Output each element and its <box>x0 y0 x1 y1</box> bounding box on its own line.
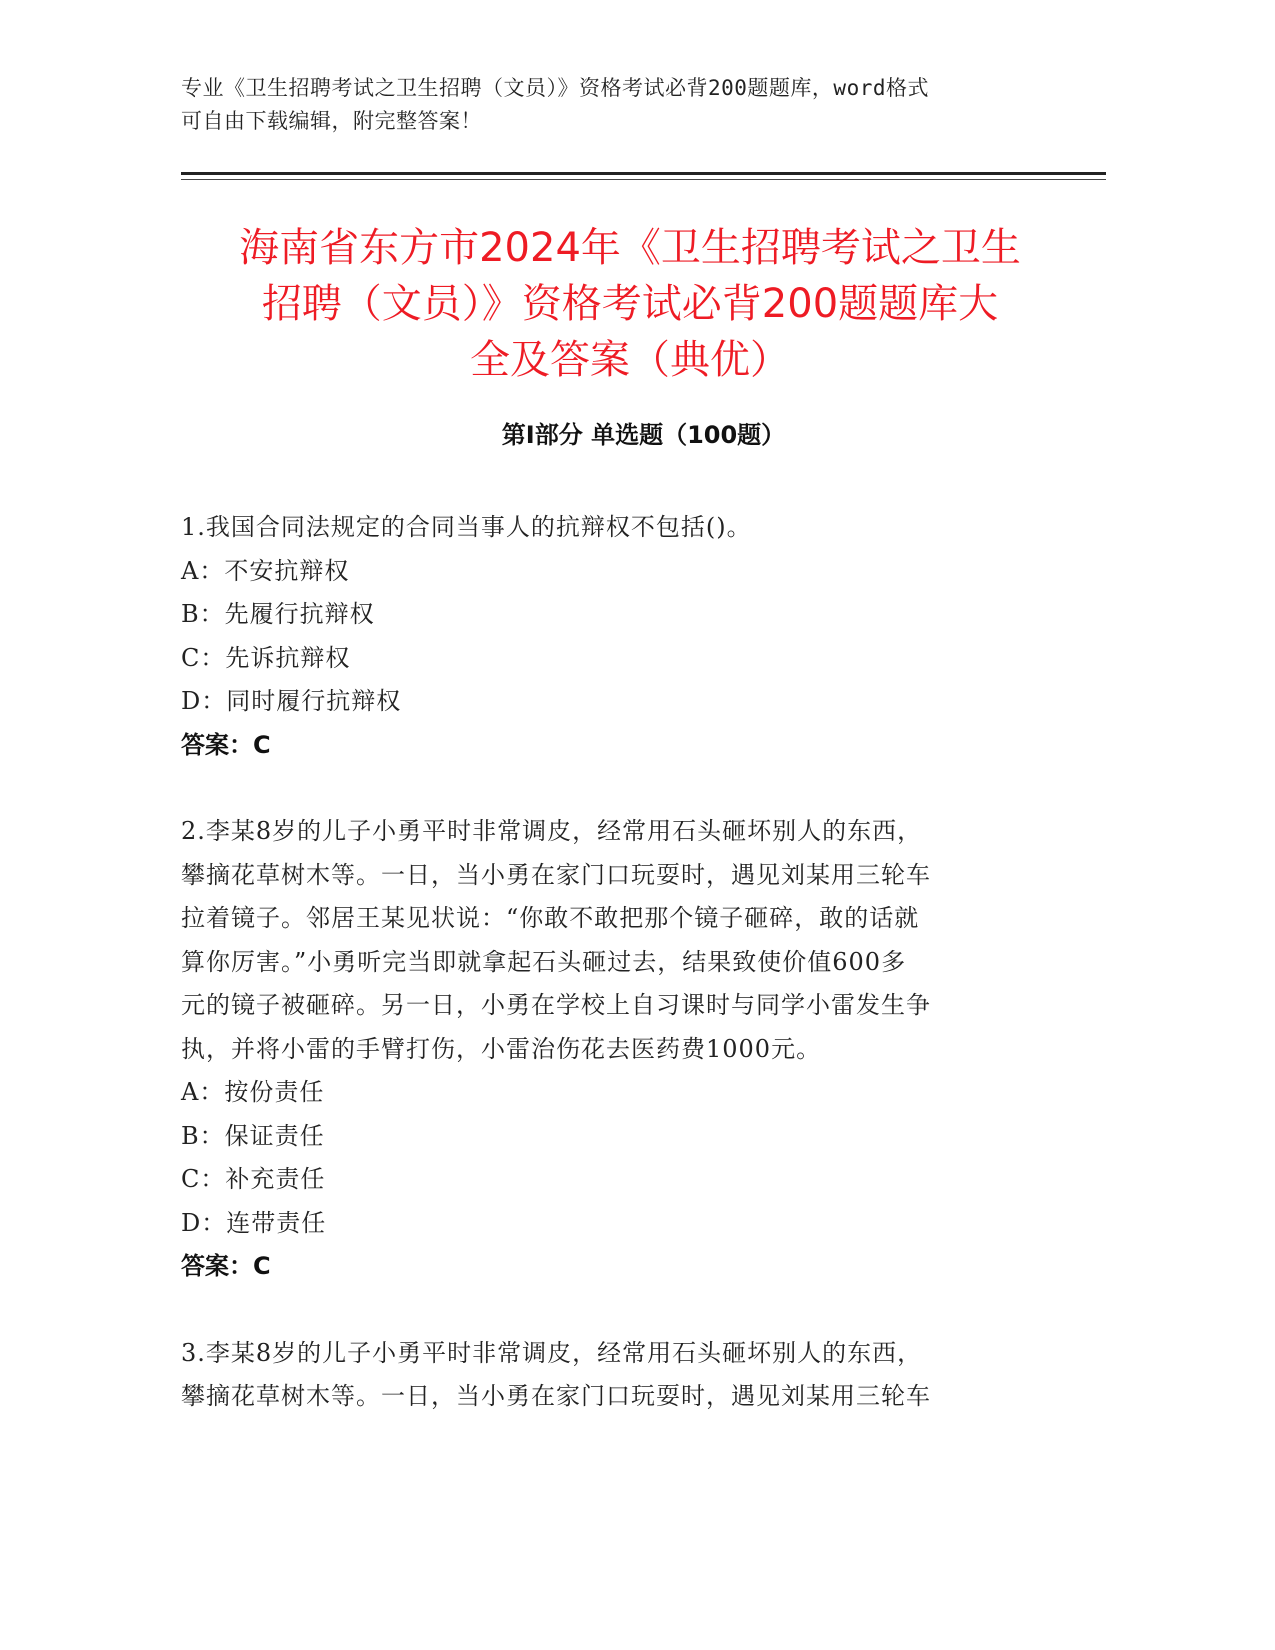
document-title-line: 全及答案（典优） <box>470 337 790 383</box>
question-stem-line: 元的镜子被砸碎。另一日，小勇在学校上自习课时与同学小雷发生争 <box>181 991 931 1019</box>
question-answer: 答案：C <box>181 730 271 759</box>
header-note-line: 专业《卫生招聘考试之卫生招聘（文员）》资格考试必背200题题库，word格式 <box>181 76 929 100</box>
question-stem-line: 算你厉害。”小勇听完当即就拿起石头砸过去，结果致使价值600多 <box>181 947 907 976</box>
header-divider-thick <box>181 172 1106 175</box>
question-stem-line: 3.李某8岁的儿子小勇平时非常调皮，经常用石头砸坏别人的东西， <box>181 1338 923 1367</box>
question-option: C：补充责任 <box>181 1165 326 1193</box>
header-divider-thin <box>181 179 1106 180</box>
question-list <box>181 506 1021 1462</box>
question-stem-line: 2.李某8岁的儿子小勇平时非常调皮，经常用石头砸坏别人的东西， <box>181 817 923 845</box>
header-note <box>181 72 1031 138</box>
question-item <box>181 506 1021 767</box>
question-stem-line: 1.我国合同法规定的合同当事人的抗辩权不包括()。 <box>181 513 752 541</box>
question-answer: 答案：C <box>181 1252 271 1280</box>
document-title <box>160 220 1100 388</box>
question-option: A：按份责任 <box>181 1078 325 1106</box>
question-stem-line: 拉着镜子。邻居王某见状说：“你敢不敢把那个镜子砸碎，敢的话就 <box>181 904 920 932</box>
question-item <box>181 810 1021 1289</box>
question-stem-line: 攀摘花草树木等。一日，当小勇在家门口玩耍时，遇见刘某用三轮车 <box>181 1382 931 1410</box>
question-option: A：不安抗辩权 <box>181 556 350 585</box>
question-option: B：保证责任 <box>181 1121 325 1150</box>
question-stem-line: 攀摘花草树木等。一日，当小勇在家门口玩耍时，遇见刘某用三轮车 <box>181 860 931 889</box>
question-item <box>181 1332 1021 1419</box>
question-stem-line: 执，并将小雷的手臂打伤，小雷治伤花去医药费1000元。 <box>181 1034 822 1063</box>
question-option: D：连带责任 <box>181 1208 327 1237</box>
question-option: B：先履行抗辩权 <box>181 600 375 628</box>
section-title: 第Ⅰ部分 单选题（100题） <box>501 421 786 449</box>
question-option: D：同时履行抗辩权 <box>181 687 402 715</box>
header-note-line: 可自由下载编辑，附完整答案！ <box>181 109 482 133</box>
document-title-line: 海南省东方市2024年《卫生招聘考试之卫生 <box>239 225 1021 271</box>
document-title-line: 招聘（文员）》资格考试必背200题题库大 <box>261 281 999 327</box>
question-option: C：先诉抗辩权 <box>181 643 351 672</box>
